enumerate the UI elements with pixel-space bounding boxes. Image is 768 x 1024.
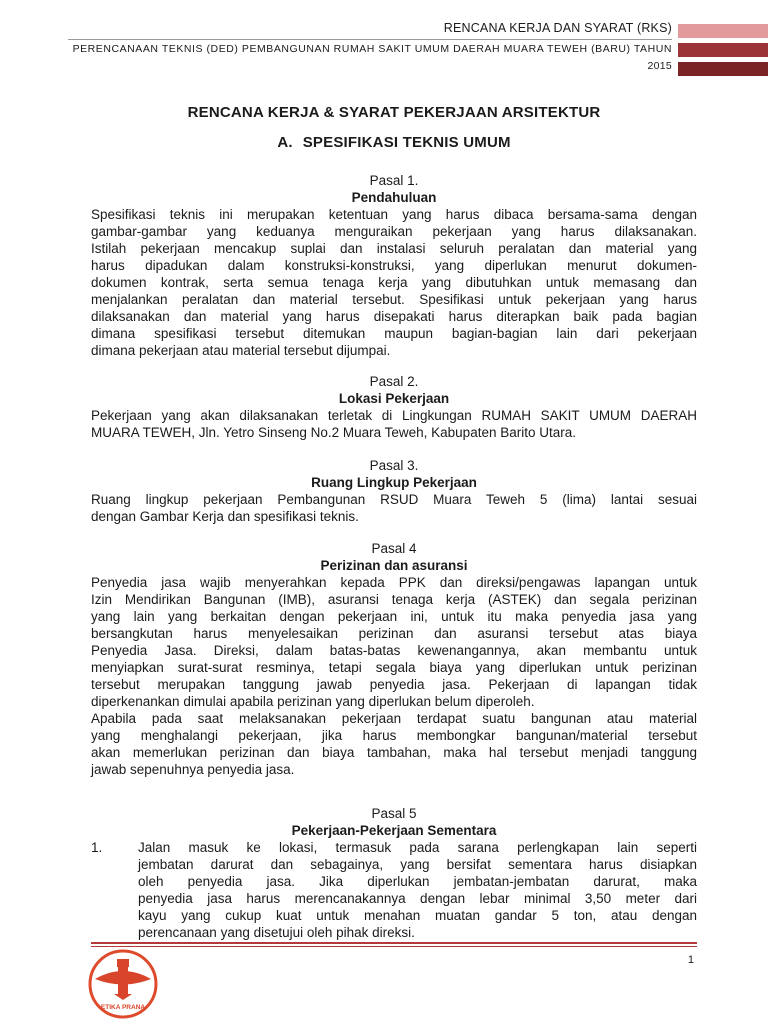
text-line: oleh penyedia jasa. Jika diperlukan jembatan-jembatan darurat, maka [138,873,697,889]
text-line: dimana spesifikasi tersebut ditemukan maupun bagian-bagian lain dari pekerjaan [91,325,697,341]
text-line: menjalankan peralatan dan material tersebut. Spesifikasi untuk pekerjaan yang harus [91,291,697,307]
header-subtitle: PERENCANAAN TEKNIS (DED) PEMBANGUNAN RUMAH SAKIT UMUM DAERAH MUARA TEWEH (BARU) TAHUN [72,43,672,55]
text-line: diperkenankan dimulai apabila perizinan yang diperlukan belum diperoleh. [91,693,535,709]
text-line: jawab sepenuhnya penyedia jasa. [91,761,295,777]
pasal-heading: Perizinan dan asuransi [320,557,468,573]
paragraph [91,574,697,710]
text-line: akan memerlukan perizinan dan biaya tambahan, maka hal tersebut menjadi tanggung [91,744,697,760]
pasal-3 [91,457,697,525]
text-line: yang menghalangi pekerjaan, jika harus membongkar bangunan/material tersebut [91,727,697,743]
paragraph [91,206,697,359]
text-line: jembatan darurat dan sebagainya, yang bersifat sementara harus disiapkan [138,856,697,872]
footer-rule-top [91,942,697,944]
text-line: yang lain yang berkaitan dengan pekerjaan ini, untuk itu maka penyedia jasa yang [91,608,697,624]
text-line: dokumen kontrak, serta semua tenaga kerja yang dibutuhkan untuk memasang dan [91,274,697,290]
header-bar-light [678,24,768,38]
logo-text: ETIKA PRANA [100,1004,146,1011]
page-number: 1 [687,954,694,966]
text-line: Ruang lingkup pekerjaan Pembangunan RSUD Muara Teweh 5 (lima) lantai sesuai [91,491,697,507]
section-letter: A. [277,134,293,151]
item-body [138,839,697,941]
section-title [91,133,697,153]
header-title: RENCANA KERJA DAN SYARAT (RKS) [443,21,672,35]
pasal-2 [91,373,697,441]
text-line: MUARA TEWEH, Jln. Yetro Sinseng No.2 Muara Teweh, Kabupaten Barito Utara. [91,424,576,440]
text-line: Penyedia jasa wajib menyerahkan kepada PPK dan direksi/pengawas lapangan untuk [91,574,697,590]
section-title-text: SPESIFIKASI TEKNIS UMUM [302,134,511,151]
text-line: menyiapkan surat-surat resminya, tetapi segala biaya yang diperlukan untuk perizinan [91,659,697,675]
pasal-5 [91,805,697,941]
pasal-label: Pasal 3. [369,457,419,473]
header-bar-mid [678,43,768,57]
pasal-4 [91,540,697,778]
text-line: Pekerjaan yang akan dilaksanakan terletak di Lingkungan RUMAH SAKIT UMUM DAERAH [91,407,697,423]
numbered-item [91,839,697,941]
text-line: dilaksanakan dan material yang harus disepakati harus diterapkan baik pada bagian [91,308,697,324]
logo-crown [117,959,129,967]
pasal-heading: Pekerjaan-Pekerjaan Sementara [291,822,497,838]
text-line: tersebut merupakan tanggung jawab penyedia jasa. Pekerjaan di lapangan tidak [91,676,697,692]
text-line: Istilah pekerjaan mencakup suplai dan instalasi seluruh peralatan dan material yang [91,240,697,256]
pasal-heading: Ruang Lingkup Pekerjaan [311,474,477,490]
text-line: dengan Gambar Kerja dan spesifikasi teknis. [91,508,359,524]
document-title: RENCANA KERJA & SYARAT PEKERJAAN ARSITEKTUR [187,104,601,121]
etika-prana-logo-icon [86,948,160,1020]
text-line: Penyedia Jasa. Direksi, dalam batas-batas kewenangannya, akan membantu untuk [91,642,697,658]
text-line: Jalan masuk ke lokasi, termasuk pada sarana perlengkapan lain seperti [138,839,697,855]
pasal-label: Pasal 4 [371,540,417,556]
text-line: harus dipadukan dalam konstruksi-konstruksi, yang diperlukan menurut dokumen- [91,257,697,273]
header-rule [68,39,672,40]
paragraph [91,491,697,525]
footer-rule-bottom [91,946,697,947]
paragraph [91,710,697,778]
item-number: 1. [91,839,103,855]
header-year: 2015 [647,60,672,72]
text-line: gambar-gambar yang keduanya menguraikan pekerjaan yang harus dilaksanakan. [91,223,697,239]
pasal-label: Pasal 5 [371,805,417,821]
paragraph [91,407,697,441]
text-line: dimana pekerjaan atau material tersebut dijumpai. [91,342,391,358]
text-line: Apabila pada saat melaksanakan pekerjaan terdapat suatu bangunan atau material [91,710,697,726]
pasal-label: Pasal 1. [369,172,419,188]
text-line: Izin Mendirikan Bangunan (IMB), asuransi tenaga kerja (ASTEK) dan segala perizinan [91,591,697,607]
text-line: bersangkutan harus menyelesaikan perizinan dan asuransi tersebut atas biaya [91,625,697,641]
text-line: Spesifikasi teknis ini merupakan ketentuan yang harus dibaca bersama-sama dengan [91,206,697,222]
text-line: perencanaan yang disetujui oleh pihak direksi. [138,924,415,940]
text-line: penyedia jasa harus merencanakannya dengan lebar minimal 3,50 meter dari [138,890,697,906]
pasal-label: Pasal 2. [369,373,419,389]
header-bar-dark [678,62,768,76]
pasal-heading: Lokasi Pekerjaan [338,390,450,406]
logo-stem [118,966,128,994]
pasal-1 [91,172,697,359]
pasal-heading: Pendahuluan [351,189,437,205]
text-line: kayu yang cukup kuat untuk menahan muatan gandar 5 ton, atau dengan [138,907,697,923]
